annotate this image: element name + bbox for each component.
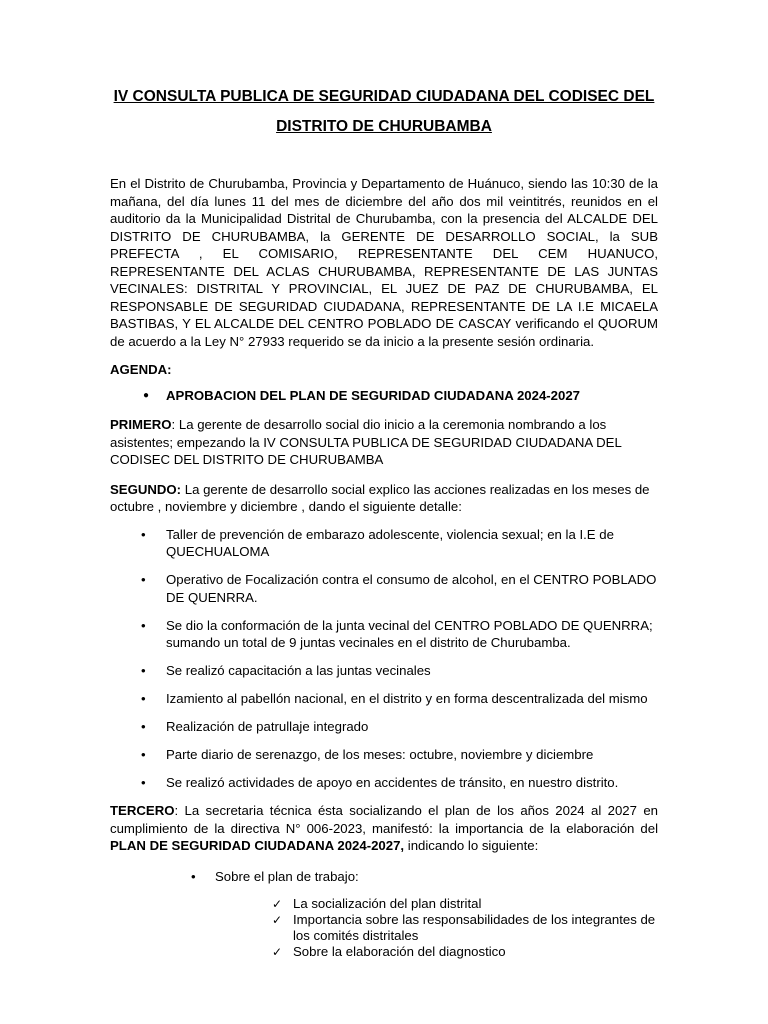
list-item: • Operativo de Focalización contra el consumo de alcohol, en el CENTRO POBLADO DE QUENRRA. — [110, 571, 658, 606]
tercero-paragraph — [110, 802, 658, 855]
title-line-2: DISTRITO DE CHURUBAMBA — [276, 118, 492, 135]
check-list — [110, 896, 658, 960]
plan-item — [110, 868, 658, 961]
agenda-list — [110, 387, 658, 405]
tercero-text-b: indicando lo siguiente: — [404, 838, 539, 853]
segundo-label: SEGUNDO: — [110, 481, 182, 497]
list-item: • Se realizó actividades de apoyo en accidentes de tránsito, en nuestro distrito. — [110, 774, 658, 792]
intro-paragraph: En el Distrito de Churubamba, Provincia y Departamento de Huánuco, siendo las 10:30 de la mañana, del día lunes 11 del mes de diciembre del año dos mil veintitrés, reunidos en el auditorio da la Municipalidad Distrital de Churubamba, con la presencia del ALCALDE DEL DISTRITO DE CHURUBAMBA, la GERENTE DE DESARROLLO SOCIAL, la SUB PREFECTA , EL COMISARIO, REPRESENTANTE DEL CEM HUANUCO, REPRESENTANTE DEL ACLAS CHURUBAMBA, REPRESENTANTE DE LAS JUNTAS VECINALES: DISTRITAL Y PROVINCIAL, EL JUEZ DE PAZ DE CHURUBAMBA, EL RESPONSABLE DE SEGURIDAD CIUDADANA, REPRESENTANTE DE LA I.E MICAELA BASTIBAS, Y EL ALCALDE DEL CENTRO POBLADO DE CASCAY verificando el QUORUM de acuerdo a la Ley N° 27933 requerido se da inicio a la presente sesión ordinaria. — [110, 176, 658, 349]
list-item: • Realización de patrullaje integrado — [110, 718, 658, 736]
segundo-list — [110, 526, 658, 792]
plan-item-label: Sobre el plan de trabajo: — [215, 868, 359, 884]
primero-paragraph — [110, 416, 658, 469]
list-item: • Se realizó capacitación a las juntas vecinales — [110, 662, 658, 680]
document-title — [110, 82, 658, 142]
segundo-paragraph — [110, 481, 658, 516]
list-item: • Parte diario de serenazgo, de los meses: octubre, noviembre y diciembre — [110, 746, 658, 764]
title-line-1: IV CONSULTA PUBLICA DE SEGURIDAD CIUDADANA DEL CODISEC DEL — [113, 88, 655, 105]
tercero-label: TERCERO — [110, 803, 175, 818]
agenda-label: AGENDA: — [110, 362, 172, 377]
list-item: • Taller de prevención de embarazo adolescente, violencia sexual; en la I.E de QUECHUALOMA — [110, 526, 658, 561]
check-item: ✓ Sobre la elaboración del diagnostico — [110, 944, 658, 960]
agenda-item: ● APROBACION DEL PLAN DE SEGURIDAD CIUDADANA 2024-2027 — [110, 387, 658, 405]
check-item: ✓ La socialización del plan distrital — [110, 896, 658, 912]
list-item: • Izamiento al pabellón nacional, en el distrito y en forma descentralizada del mismo — [110, 690, 658, 708]
tercero-bold: PLAN DE SEGURIDAD CIUDADANA 2024-2027, — [110, 838, 405, 853]
segundo-text: La gerente de desarrollo social explico las acciones realizadas en los meses de octubre , noviembre y diciembre , dando el siguiente detalle: — [110, 481, 650, 514]
document-page — [110, 82, 658, 960]
check-item: ✓ Importancia sobre las responsabilidades de los integrantes de los comités distritales — [110, 912, 658, 944]
plan-list — [110, 868, 658, 961]
primero-text: : La gerente de desarrollo social dio inicio a la ceremonia nombrando a los asistentes; empezando la IV CONSULTA PUBLICA DE SEGURIDAD CIUDADANA DEL CODISEC DEL DISTRITO DE CHURUBAMBA — [110, 417, 622, 467]
tercero-text-a: : La secretaria técnica ésta socializando el plan de los años 2024 al 2027 en cumplimiento de la directiva N° 006-2023, manifestó: la importancia de la elaboración del — [110, 803, 658, 836]
primero-label: PRIMERO — [110, 417, 172, 432]
list-item: • Se dio la conformación de la junta vecinal del CENTRO POBLADO DE QUENRRA; sumando un total de 9 juntas vecinales en el distrito de Churubamba. — [110, 617, 658, 652]
